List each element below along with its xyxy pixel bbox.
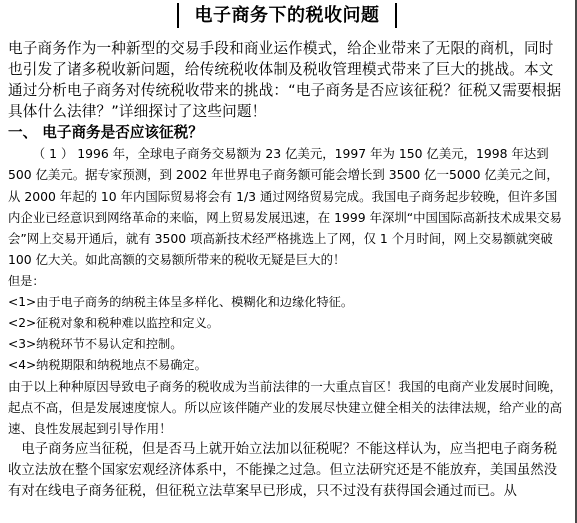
list-item: <1>由于电子商务的纳税主体呈多样化、模糊化和边缘化特征。	[8, 294, 354, 309]
legislation-paragraph: 电子商务应当征税，但是否马上就开始立法加以征税呢？不能这样认为，应当把电子商务税收立法放在整个国家宏观经济体系中，不能操之过急。但立法研究还是不能放弃，美国虽然没有对在线电子商务征税，但征税立法草案早已形成，只不过没有获得国会通过而已。从	[8, 441, 558, 499]
page-title: 电子商务下的税收问题	[177, 3, 397, 28]
list-item: <2>征税对象和税种难以监控和定义。	[8, 315, 219, 330]
conclusion-paragraph: 由于以上种种原因导致电子商务的税收成为当前法律的一大重点盲区！我国的电商产业发展时间晚，起点不高，但是发展速度惊人。所以应该伴随产业的发展尽快建立健全相关的法律法规，给产业的高速、良性发展起到引导作用！	[8, 378, 563, 436]
list-item: <3>纳税环节不易认定和控制。	[8, 336, 183, 351]
section-heading: 一、 电子商务是否应该征税？	[8, 124, 203, 141]
statistics-paragraph: （ 1 ） 1996 年，全球电子商务交易额为 23 亿美元，1997 年为 150 亿美元，1998 年达到 500 亿美元。据专家预测，到 2002 年世界电子商务额可能会增长到 3500 亿一5000 亿美元之间，从 2000 年起的 10 年内国际贸易将会有 1/3 通过网络贸易完成。我国电子商务起步较晚，但许多国内企业已经意识到网络革命的来临，网上贸易发展迅速，在 1999 年深圳“中国国际高新技术成果交易会”网上交易开通后，就有 3500 项高新技术经严格挑选上了网，仅 1 个月时间，网上交易额就突破 100 亿大关。如此高额的交易额所带来的税收无疑是巨大的！	[8, 146, 562, 268]
article-body	[8, 38, 568, 502]
title-bar	[0, 0, 575, 30]
list-item: <4>纳税期限和纳税地点不易确定。	[8, 357, 207, 372]
intro-paragraph: 电子商务作为一种新型的交易手段和商业运作模式，给企业带来了无限的商机，同时也引发了诸多税收新问题，给传统税收体制及税收管理模式带来了巨大的挑战。本文通过分析电子商务对传统税收带来的挑战：“电子商务是否应该征税？征税又需要根据具体什么法律？”详细探讨了这些问题！	[8, 40, 562, 120]
but-label: 但是：	[8, 273, 45, 288]
